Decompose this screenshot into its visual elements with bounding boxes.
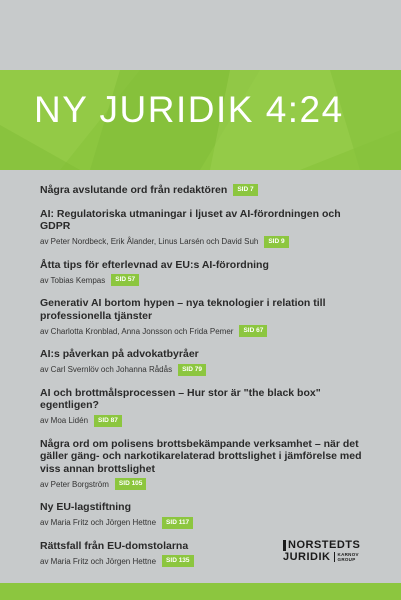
logo-sub-line2: GROUP — [337, 557, 356, 562]
toc-entry-authors: av Maria Fritz och Jörgen Hettne — [40, 518, 157, 527]
publisher-logo — [283, 539, 367, 563]
cover-top-area — [0, 0, 401, 70]
bottom-accent-bar — [0, 583, 401, 600]
logo-sub-line1: KARNOV — [337, 552, 359, 557]
toc-entry-authors: av Carl Svernlöv och Johanna Rådås — [40, 365, 173, 374]
toc-entry-authors: av Tobias Kempas — [40, 275, 106, 285]
toc-entry[interactable] — [40, 387, 370, 427]
page-badge: SID 9 — [264, 236, 288, 248]
toc-entry-title: Rättsfall från EU-domstolarna — [40, 539, 189, 552]
toc-entry-title: AI: Regulatoriska utmaningar i ljuset av AI-förordningen och GDPR — [40, 207, 341, 232]
toc-entry-authors: av Peter Nordbeck, Erik Ålander, Linus Larsén och David Suh — [40, 237, 259, 246]
table-of-contents — [40, 184, 370, 578]
toc-entry[interactable] — [40, 259, 370, 287]
logo-subtitle — [338, 552, 359, 562]
toc-entry[interactable] — [40, 297, 370, 337]
magazine-title: NY JURIDIK 4:24 — [34, 89, 344, 130]
logo-separator — [334, 552, 335, 562]
toc-entry-authors: av Moa Lidén — [40, 416, 89, 425]
toc-entry-title: Åtta tips för efterlevnad av EU:s AI-förordning — [40, 258, 269, 271]
page-badge: SID 79 — [178, 364, 206, 376]
page-badge: SID 105 — [115, 478, 147, 490]
toc-entry[interactable] — [40, 438, 370, 491]
title-banner — [0, 70, 401, 170]
page-badge: SID 135 — [162, 555, 194, 567]
logo-name-line1: NORSTEDTS — [288, 539, 361, 551]
toc-entry-authors: av Maria Fritz och Jörgen Hettne — [40, 556, 157, 566]
page-badge: SID 7 — [233, 184, 257, 196]
toc-entry-title: Några ord om polisens brottsbekämpande verksamhet – när det gäller gäng- och narkotikarelaterad brottslighet i jämförelse med viss annan brottslighet — [40, 437, 362, 475]
toc-entry-authors: av Charlotta Kronblad, Anna Jonsson och Frida Pemer — [40, 326, 234, 336]
toc-entry[interactable] — [40, 208, 370, 248]
page-badge: SID 87 — [94, 415, 122, 427]
page-badge: SID 57 — [111, 274, 139, 286]
toc-entry-title: AI:s påverkan på advokatbyråer — [40, 348, 199, 360]
toc-entry-title: Ny EU-lagstiftning — [40, 501, 131, 513]
toc-entry[interactable] — [40, 348, 370, 376]
toc-entry-title: AI och brottmålsprocessen – Hur stor är "the black box" egentligen? — [40, 386, 321, 411]
toc-entry-authors: av Peter Borgström — [40, 479, 109, 489]
toc-entry-title-row — [40, 184, 370, 197]
toc-entry[interactable] — [40, 501, 370, 529]
toc-entry-title: Generativ AI bortom hypen – nya teknologier i relation till professionella tjänster — [40, 297, 326, 322]
logo-bar-mark — [283, 540, 286, 551]
page-badge: SID 67 — [239, 325, 267, 337]
toc-entry-title: Några avslutande ord från redaktören — [40, 184, 228, 196]
toc-entry[interactable] — [40, 184, 370, 197]
logo-name-line2: JURIDIK — [283, 551, 331, 563]
page-badge: SID 117 — [162, 517, 193, 529]
